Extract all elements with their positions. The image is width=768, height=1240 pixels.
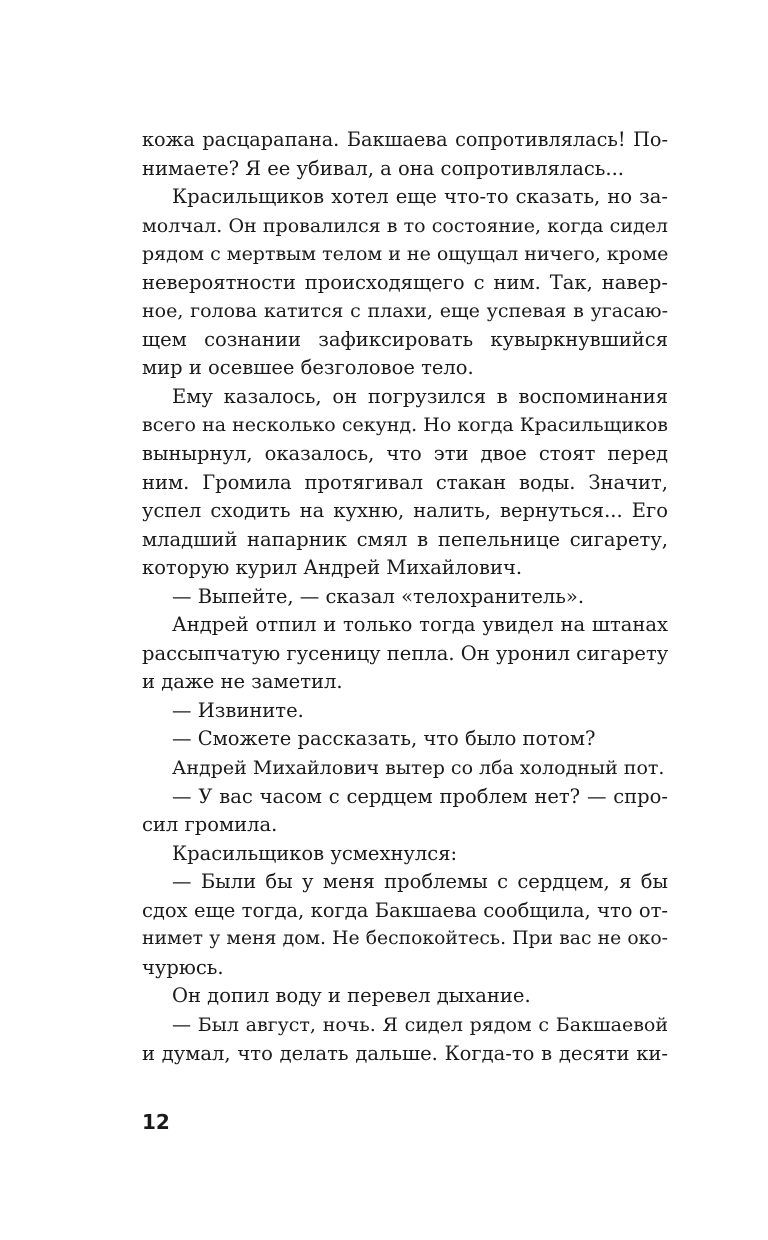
text-line: рядом с мертвым телом и не ощущал ничего, кроме xyxy=(142,243,669,266)
text-line: и даже не заметил. xyxy=(142,670,343,694)
text-line: ное, голова катится с плахи, еще успевая в угасаю- xyxy=(142,300,668,323)
text-line: младший напарник смял в пепельнице сигарету, xyxy=(142,527,668,551)
text-line: Он допил воду и перевел дыхание. xyxy=(172,984,531,1008)
text-line: Красильщиков хотел еще что-то сказать, но за- xyxy=(172,185,668,209)
text-line: щем сознании зафиксировать кувыркнувшийся xyxy=(142,327,668,351)
text-line: — Извините. xyxy=(172,698,304,722)
page-number: 12 xyxy=(142,1110,170,1134)
text-line: Ему казалось, он погрузился в воспоминания xyxy=(172,384,668,408)
text-line: сил громила. xyxy=(142,813,278,837)
text-line: Красильщиков усмехнулся: xyxy=(172,841,458,865)
text-line: чурюсь. xyxy=(142,955,224,979)
text-line: мир и осевшее безголовое тело. xyxy=(142,356,474,380)
text-line: нимаете? Я ее убивал, а она сопротивлялась... xyxy=(142,156,624,180)
text-line: ним. Громила протягивал стакан воды. Значит, xyxy=(142,470,668,494)
text-line: Андрей Михайлович вытер со лба холодный пот. xyxy=(172,757,665,780)
text-line: — Сможете рассказать, что было потом? xyxy=(172,727,596,751)
text-line: и думал, что делать дальше. Когда-то в десяти ки- xyxy=(142,1041,668,1065)
text-line: которую курил Андрей Михайлович. xyxy=(142,556,523,580)
text-line: — Выпейте, — сказал «телохранитель». xyxy=(172,584,585,608)
text-line: — У вас часом с сердцем проблем нет? — спро- xyxy=(172,784,668,808)
text-line: всего на несколько секунд. Но когда Красильщиков xyxy=(142,414,668,437)
text-line: — Был август, ночь. Я сидел рядом с Бакшаевой xyxy=(172,1013,668,1036)
text-line: Андрей отпил и только тогда увидел на штанах xyxy=(172,613,668,637)
text-line: молчал. Он провалился в то состояние, когда сидел xyxy=(142,214,668,237)
text-line: невероятности происходящего с ним. Так, навер- xyxy=(142,270,668,294)
text-line: нимет у меня дом. Не беспокойтесь. При вас не око- xyxy=(142,928,668,950)
body-text xyxy=(142,126,668,1068)
text-line: рассыпчатую гусеницу пепла. Он уронил сигарету xyxy=(142,641,669,665)
text-line: — Были бы у меня проблемы с сердцем, я бы xyxy=(172,870,668,894)
text-line: вынырнул, оказалось, что эти двое стоят перед xyxy=(142,442,668,466)
text-line: кожа расцарапана. Бакшаева сопротивлялась! По- xyxy=(142,128,668,151)
text-line: успел сходить на кухню, налить, вернуться... Его xyxy=(142,499,668,523)
text-line: сдох еще тогда, когда Бакшаева сообщила, что от- xyxy=(142,898,668,922)
